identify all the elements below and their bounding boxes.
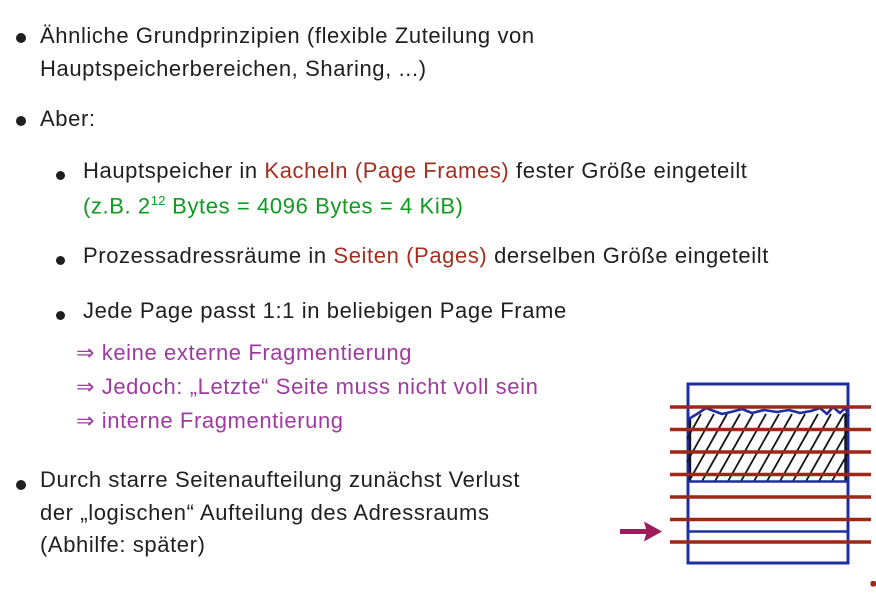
item6-text3: (Abhilfe: später) xyxy=(40,532,206,557)
item1-text2: Hauptspeicherbereichen, Sharing, ...) xyxy=(40,56,427,81)
item3-note-post: Bytes = 4096 Bytes = 4 KiB) xyxy=(165,193,464,219)
item3-note xyxy=(83,188,464,219)
item6-line3 xyxy=(40,532,206,558)
item3-pre: Hauptspeicher in xyxy=(83,158,265,183)
implication-text-1: ⇒ keine externe Fragmentierung xyxy=(76,340,413,365)
item3-post: fester Größe eingeteilt xyxy=(509,158,748,183)
implication-line-1 xyxy=(76,340,412,366)
item2-line xyxy=(40,106,96,132)
item3-highlight: Kacheln (Page Frames) xyxy=(264,158,510,183)
item1-line1 xyxy=(40,23,535,49)
bullet-icon xyxy=(16,480,26,490)
bullet-icon xyxy=(16,33,26,43)
item3-note-exponent: 12 xyxy=(150,193,166,208)
item4-highlight: Seiten (Pages) xyxy=(333,243,488,268)
used-region-hatch xyxy=(649,414,870,483)
slide-edge-mark xyxy=(871,581,876,587)
bullet-icon xyxy=(56,256,65,265)
bullet-icon xyxy=(56,311,65,320)
implication-text-3: ⇒ interne Fragmentierung xyxy=(76,408,344,433)
implication-line-3 xyxy=(76,408,344,434)
item6-text1: Durch starre Seitenaufteilung zunächst Verlust xyxy=(40,467,521,492)
item6-text2: der „logischen“ Aufteilung des Adressraums xyxy=(40,500,490,525)
item4-post: derselben Größe eingeteilt xyxy=(487,243,769,268)
item4-line xyxy=(83,243,769,269)
bullet-icon xyxy=(56,171,65,180)
item1-text1: Ähnliche Grundprinzipien (flexible Zuteilung von xyxy=(40,23,535,48)
item2-text: Aber: xyxy=(40,106,96,131)
item6-line2 xyxy=(40,500,490,526)
address-space-paging-diagram xyxy=(610,375,876,600)
item3-note-pre: (z.B. 2 xyxy=(83,193,151,219)
item3-line xyxy=(83,158,748,184)
bullet-icon xyxy=(16,116,26,126)
item6-line1 xyxy=(40,467,520,493)
item5-text: Jede Page passt 1:1 in beliebigen Page Frame xyxy=(83,298,567,323)
item4-pre: Prozessadressräume in xyxy=(83,243,334,268)
implication-line-2 xyxy=(76,374,538,400)
implication-text-2: ⇒ Jedoch: „Letzte“ Seite muss nicht voll sein xyxy=(76,374,539,399)
item5-line xyxy=(83,298,567,324)
item1-line2 xyxy=(40,56,427,82)
last-page-arrow-icon xyxy=(620,522,662,542)
